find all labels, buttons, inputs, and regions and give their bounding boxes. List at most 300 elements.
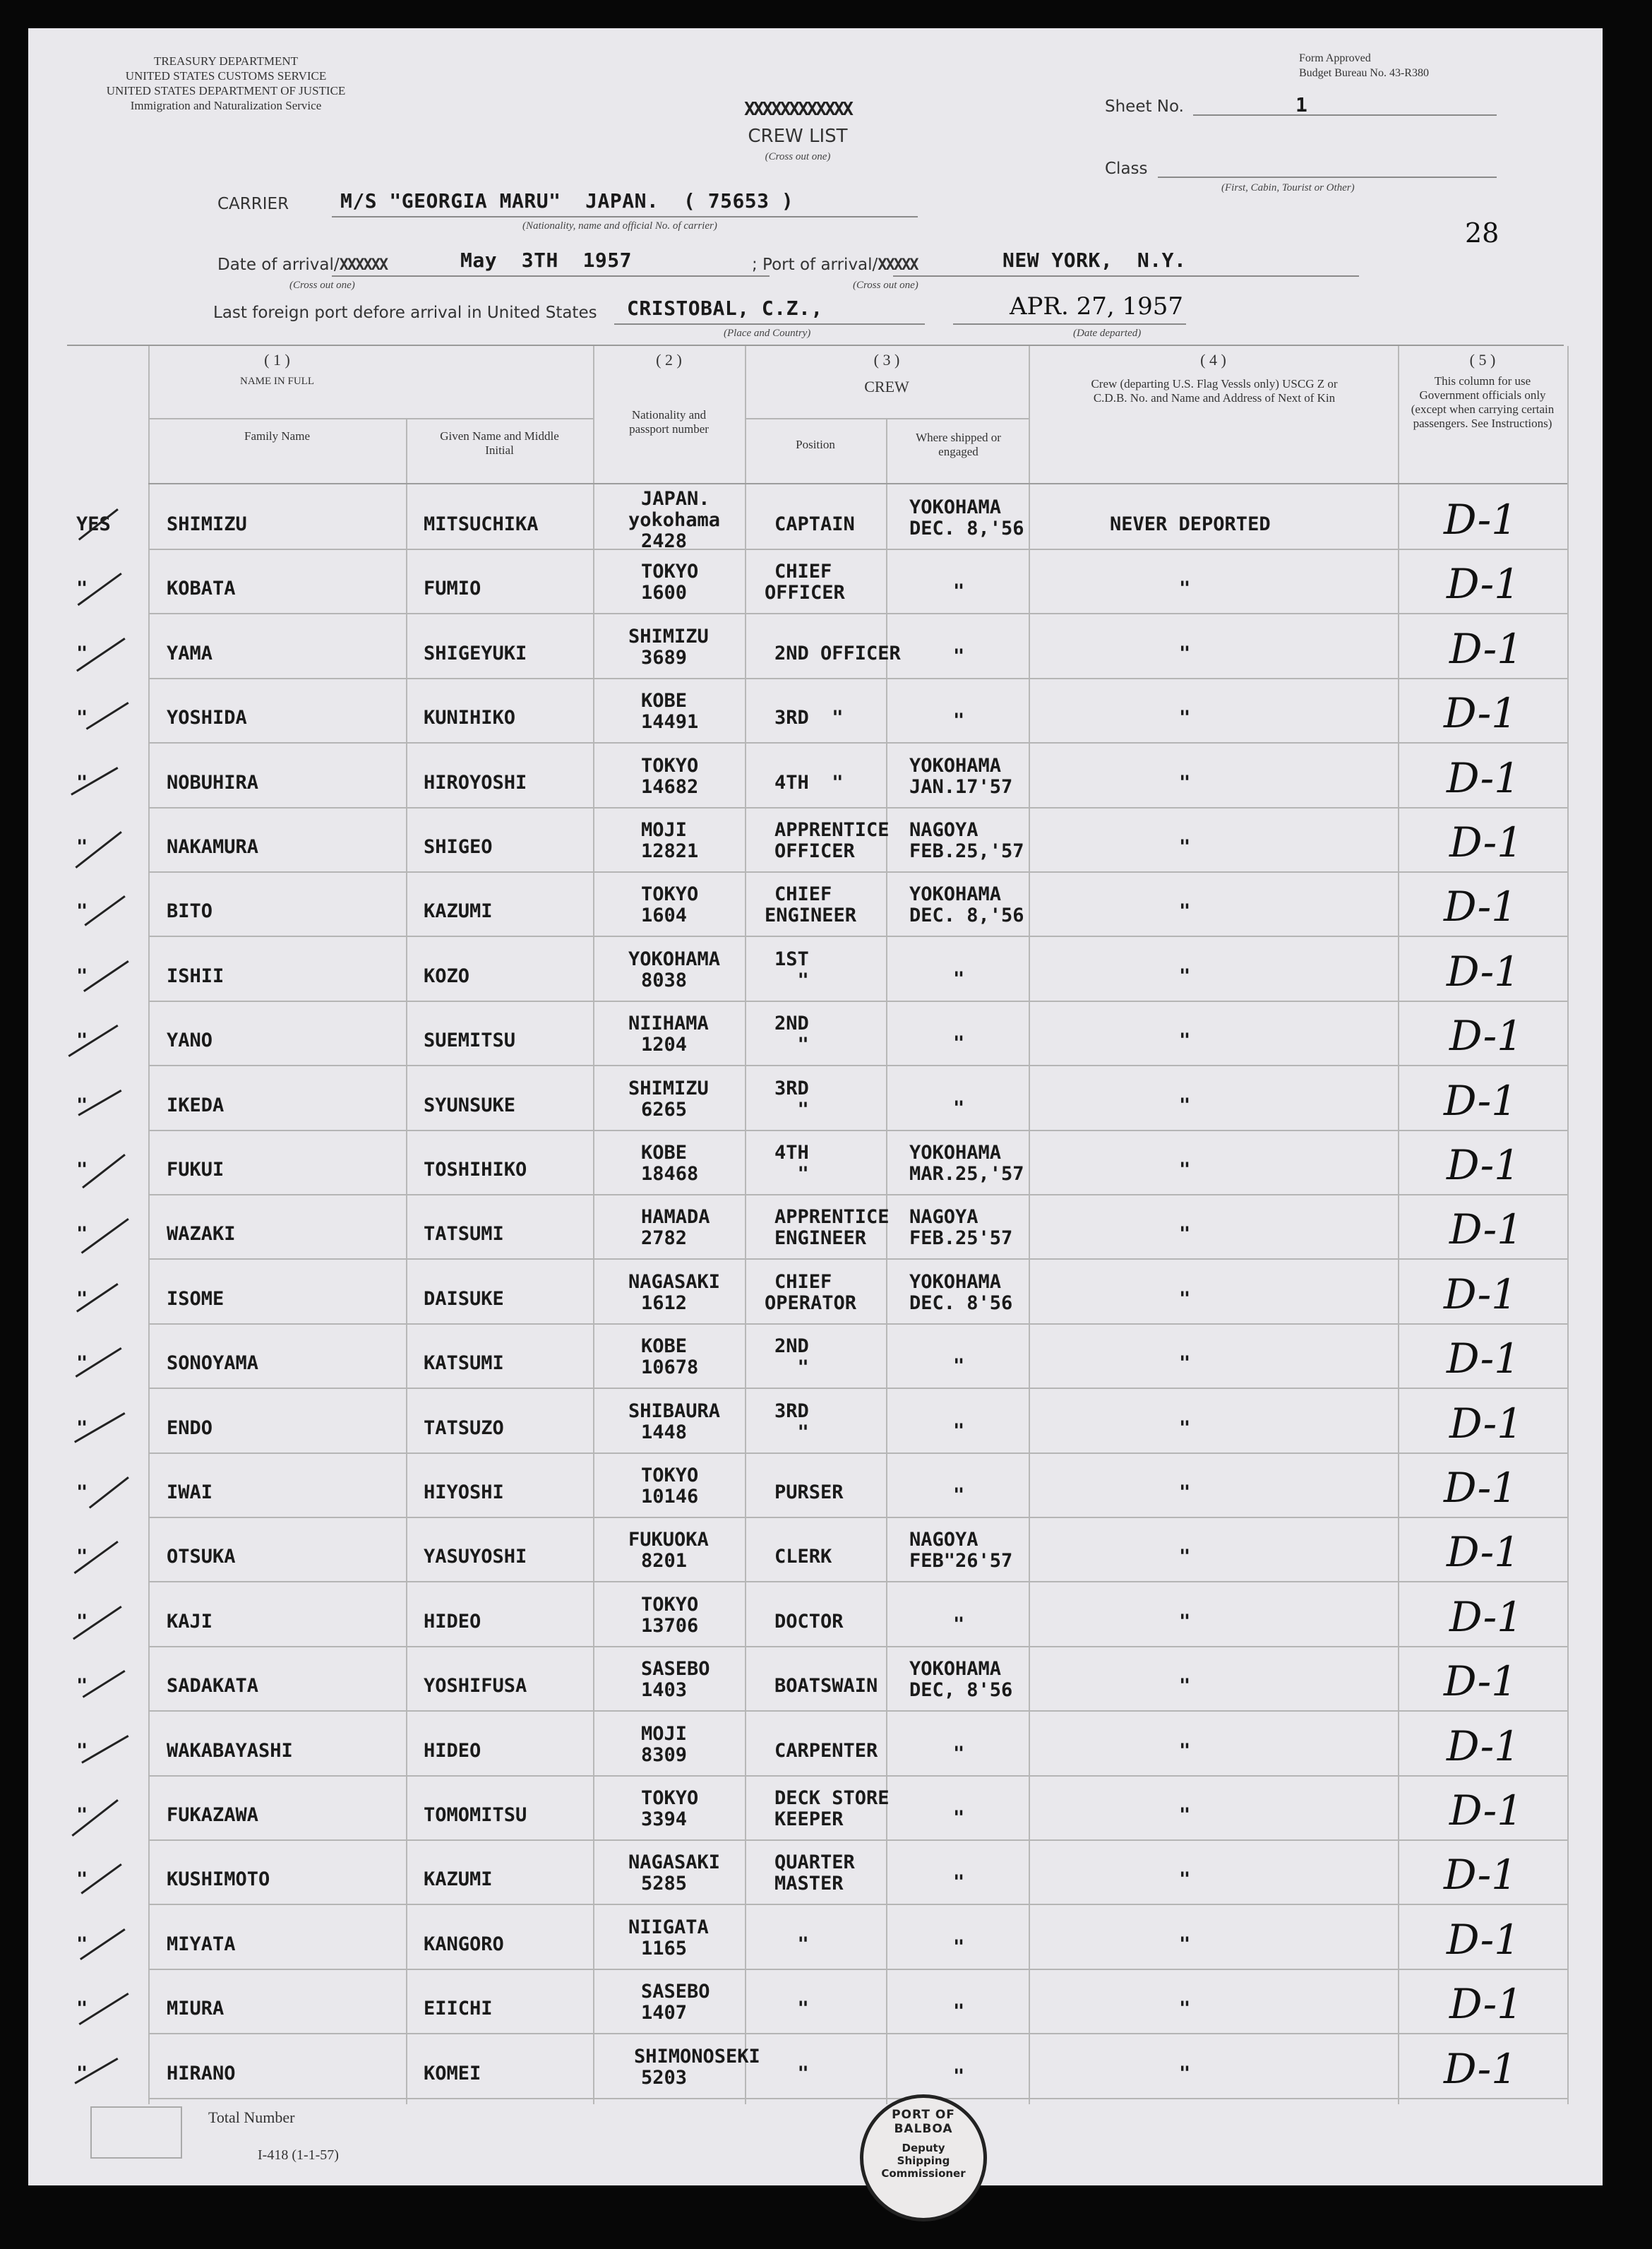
given-name: FUMIO xyxy=(424,578,481,599)
family-name: KAJI xyxy=(167,1611,213,1633)
shipped-line: JAN.17'57 xyxy=(909,776,1013,798)
nationality-line: 12821 xyxy=(641,840,699,862)
given-name: HIROYOSHI xyxy=(424,772,527,794)
row-rule xyxy=(1398,613,1567,614)
shipped-ditto: " xyxy=(953,1420,965,1442)
shipped-ditto: " xyxy=(953,2065,965,2087)
position-line: CLERK xyxy=(774,1546,832,1568)
nationality-line: JAPAN. xyxy=(641,488,710,510)
table-row xyxy=(28,1067,1603,1131)
family-name: IWAI xyxy=(167,1481,213,1503)
position-line: APPRENTICE xyxy=(774,819,890,841)
nationality-line: 1407 xyxy=(641,2002,688,2024)
shipped-line: DEC. 8,'56 xyxy=(909,518,1024,539)
family-name: ISOME xyxy=(167,1288,225,1310)
total-number-label: Total Number xyxy=(208,2108,295,2126)
shipped-ditto: " xyxy=(953,645,965,667)
row-rule xyxy=(593,1710,745,1712)
row-rule xyxy=(1398,1065,1567,1066)
nationality-line: TOKYO xyxy=(641,561,699,583)
budget-bureau-text: Budget Bureau No. 43-R380 xyxy=(1299,67,1429,79)
row-rule xyxy=(593,1065,745,1066)
table-row xyxy=(28,550,1603,614)
left-marker: " xyxy=(76,1481,88,1503)
date-underline xyxy=(332,275,770,277)
next-of-kin: " xyxy=(1179,1094,1191,1116)
given-name: DAISUKE xyxy=(424,1288,504,1310)
given-name: HIYOSHI xyxy=(424,1481,504,1503)
left-marker: " xyxy=(76,1223,88,1245)
left-marker: " xyxy=(76,900,88,922)
last-port-value: CRISTOBAL, C.Z., xyxy=(627,297,823,320)
official-mark: D-1 xyxy=(1449,818,1524,866)
given-name: TOMOMITSU xyxy=(424,1804,527,1826)
official-mark: D-1 xyxy=(1444,883,1518,931)
table-row xyxy=(28,873,1603,937)
row-rule xyxy=(1029,613,1398,614)
row-rule xyxy=(593,2033,745,2034)
row-rule xyxy=(1029,1710,1398,1712)
shipped-line: YOKOHAMA xyxy=(909,883,1002,905)
family-name: HIRANO xyxy=(167,2063,236,2084)
next-of-kin: " xyxy=(1179,1159,1191,1181)
next-of-kin: " xyxy=(1179,643,1191,664)
position-line: CHIEF xyxy=(774,883,832,905)
position-line: " xyxy=(774,1099,809,1121)
shipped-header: Where shipped or engaged xyxy=(916,431,1001,458)
left-marker: " xyxy=(76,836,88,858)
shipped-line: NAGOYA xyxy=(909,819,978,841)
nationality-line: 6265 xyxy=(641,1099,688,1121)
position-line: OFFICER xyxy=(765,582,845,604)
left-marker: " xyxy=(76,578,88,599)
shipped-ditto: " xyxy=(953,1097,965,1119)
family-name: YANO xyxy=(167,1030,213,1051)
left-marker: " xyxy=(76,1288,88,1310)
row-rule xyxy=(1029,936,1398,937)
official-mark: D-1 xyxy=(1444,1270,1518,1318)
departed-hint: (Date departed) xyxy=(1073,328,1142,339)
family-name: WAKABAYASHI xyxy=(167,1740,293,1762)
given-name: TOSHIHIKO xyxy=(424,1159,527,1181)
row-rule xyxy=(593,1388,745,1389)
left-marker: " xyxy=(76,965,88,987)
nationality-line: 1600 xyxy=(641,582,688,604)
family-name: IKEDA xyxy=(167,1094,225,1116)
family-name: FUKAZAWA xyxy=(167,1804,259,1826)
shipped-ditto: " xyxy=(953,1032,965,1054)
given-name: KATSUMI xyxy=(424,1352,504,1374)
next-of-kin: " xyxy=(1179,1030,1191,1051)
table-row xyxy=(28,1195,1603,1260)
family-name: SHIMIZU xyxy=(167,513,247,535)
position-line: 3RD xyxy=(774,1078,809,1099)
shipped-line: NAGOYA xyxy=(909,1529,978,1551)
header-sub-rule xyxy=(148,418,593,419)
next-of-kin: NEVER DEPORTED xyxy=(1110,513,1271,535)
left-marker: " xyxy=(76,1352,88,1374)
position-line: 3RD xyxy=(774,1400,809,1422)
list-title: CREW LIST xyxy=(748,126,848,147)
given-name: TATSUZO xyxy=(424,1417,504,1439)
next-of-kin: " xyxy=(1179,1933,1191,1955)
shipped-line: NAGOYA xyxy=(909,1206,978,1228)
row-rule xyxy=(406,1388,593,1389)
left-marker: " xyxy=(76,1159,88,1181)
row-rule xyxy=(148,2033,406,2034)
position-line: " xyxy=(774,1356,809,1378)
carrier-value: M/S "GEORGIA MARU" JAPAN. ( 75653 ) xyxy=(340,189,794,213)
row-rule xyxy=(1398,2033,1567,2034)
nationality-line: MOJI xyxy=(641,819,688,841)
row-rule xyxy=(1029,1258,1398,1260)
shipped-ditto: " xyxy=(953,710,965,732)
row-rule xyxy=(148,1258,406,1260)
position-line: " xyxy=(774,2063,809,2084)
family-name: BITO xyxy=(167,900,213,922)
shipped-ditto: " xyxy=(953,1355,965,1377)
family-name: FUKUI xyxy=(167,1159,225,1181)
official-mark: D-1 xyxy=(1449,625,1524,673)
sheet-number: 1 xyxy=(1295,93,1308,117)
position-line: CAPTAIN xyxy=(774,513,855,535)
row-rule xyxy=(745,1581,886,1582)
left-marker: " xyxy=(76,2063,88,2084)
row-rule xyxy=(148,2098,406,2099)
left-marker: " xyxy=(76,1998,88,2020)
row-rule xyxy=(148,1904,406,1905)
nationality-line: 14491 xyxy=(641,711,699,733)
given-name: HIDEO xyxy=(424,1611,481,1633)
next-of-kin: " xyxy=(1179,900,1191,922)
family-name: OTSUKA xyxy=(167,1546,236,1568)
row-rule xyxy=(745,2098,886,2099)
col1-number: ( 1 ) xyxy=(264,351,290,369)
port-underline xyxy=(893,275,1359,277)
position-line: 4TH " xyxy=(774,772,844,794)
next-of-kin: " xyxy=(1179,1804,1191,1826)
row-rule xyxy=(886,1710,1029,1712)
table-row xyxy=(28,615,1603,679)
nationality-line: SHIMIZU xyxy=(628,626,709,648)
check-mark xyxy=(82,1154,126,1188)
nationality-line: SHIMONOSEKI xyxy=(634,2046,760,2068)
position-line: MASTER xyxy=(774,1873,844,1895)
row-rule xyxy=(1029,1581,1398,1582)
table-row xyxy=(28,2035,1603,2099)
nationality-line: TOKYO xyxy=(641,1787,699,1809)
total-number-box[interactable] xyxy=(90,2106,182,2159)
official-mark: D-1 xyxy=(1444,1657,1518,1705)
departed-value: APR. 27, 1957 xyxy=(1010,292,1184,321)
row-rule xyxy=(148,1710,406,1712)
position-line: PURSER xyxy=(774,1481,844,1503)
row-rule xyxy=(1398,1258,1567,1260)
next-of-kin: " xyxy=(1179,2063,1191,2084)
row-rule xyxy=(1398,936,1567,937)
col4-number: ( 4 ) xyxy=(1200,351,1226,369)
given-name-header: Given Name and Middle Initial xyxy=(440,429,559,457)
sheet-label: Sheet No. xyxy=(1105,97,1184,116)
nationality-line: KOBE xyxy=(641,1335,688,1357)
check-mark xyxy=(83,960,129,992)
page-number: 28 xyxy=(1465,217,1500,249)
stamp-ring-text: PORT OF BALBOA xyxy=(892,2108,955,2136)
official-mark: D-1 xyxy=(1447,560,1521,608)
nationality-line: 13706 xyxy=(641,1615,699,1637)
position-line: ENGINEER xyxy=(765,905,857,926)
table-row xyxy=(28,1970,1603,2034)
row-rule xyxy=(406,742,593,744)
port-of-balboa-stamp xyxy=(860,2094,987,2221)
form-approved-text: Form Approved xyxy=(1299,52,1371,64)
nationality-line: SHIBAURA xyxy=(628,1400,721,1422)
official-mark: D-1 xyxy=(1444,496,1518,544)
row-rule xyxy=(1029,2033,1398,2034)
row-rule xyxy=(886,1065,1029,1066)
row-rule xyxy=(886,1258,1029,1260)
row-rule xyxy=(886,1388,1029,1389)
left-marker: " xyxy=(76,772,88,794)
position-line: " xyxy=(774,1163,809,1185)
nationality-line: HAMADA xyxy=(641,1206,710,1228)
next-of-kin: " xyxy=(1179,836,1191,858)
port-hint: (Cross out one) xyxy=(853,280,918,291)
row-rule xyxy=(745,936,886,937)
shipped-ditto: " xyxy=(953,1743,965,1765)
row-rule xyxy=(1029,1904,1398,1905)
table-row xyxy=(28,1906,1603,1970)
row-rule xyxy=(745,1388,886,1389)
nationality-line: 5285 xyxy=(641,1873,688,1895)
row-rule xyxy=(148,742,406,744)
agency-line: Immigration and Naturalization Service xyxy=(130,99,322,112)
port-label xyxy=(752,256,918,274)
position-line: 1ST xyxy=(774,948,809,970)
given-name: SYUNSUKE xyxy=(424,1094,516,1116)
official-use-header: This column for use Government officials only (except when carrying certain passengers. See Instructions) xyxy=(1411,374,1555,430)
left-marker: " xyxy=(76,707,88,729)
family-name: ISHII xyxy=(167,965,225,987)
nationality-line: yokohama xyxy=(628,509,721,531)
shipped-ditto: " xyxy=(953,1807,965,1829)
shipped-line: YOKOHAMA xyxy=(909,496,1002,518)
left-marker: " xyxy=(76,1094,88,1116)
row-rule xyxy=(406,1258,593,1260)
position-line: DOCTOR xyxy=(774,1611,844,1633)
nationality-line: 1448 xyxy=(641,1421,688,1443)
last-port-label: Last foreign port defore arrival in United States xyxy=(213,304,597,322)
shipped-ditto: " xyxy=(953,1484,965,1506)
nationality-line: 1204 xyxy=(641,1034,688,1056)
port-struck: XXXXX xyxy=(878,256,918,274)
next-of-kin: " xyxy=(1179,1740,1191,1762)
check-mark xyxy=(86,702,129,730)
table-row xyxy=(28,1260,1603,1325)
official-mark: D-1 xyxy=(1444,1077,1518,1125)
row-rule xyxy=(886,1904,1029,1905)
position-line: ENGINEER xyxy=(774,1227,867,1249)
position-line: 3RD " xyxy=(774,707,844,729)
shipped-ditto: " xyxy=(953,968,965,990)
row-rule xyxy=(745,613,886,614)
nationality-line: 1165 xyxy=(641,1938,688,1959)
family-name: MIYATA xyxy=(167,1933,236,1955)
table-row xyxy=(28,679,1603,744)
family-name-header: Family Name xyxy=(244,429,310,443)
next-of-kin: " xyxy=(1179,1868,1191,1890)
row-rule xyxy=(886,2033,1029,2034)
nationality-line: NIIGATA xyxy=(628,1916,709,1938)
official-mark: D-1 xyxy=(1449,1786,1524,1835)
row-rule xyxy=(148,1388,406,1389)
position-line: OPERATOR xyxy=(765,1292,857,1314)
carrier-underline xyxy=(332,216,918,217)
official-mark: D-1 xyxy=(1447,1528,1521,1576)
sheet-underline xyxy=(1193,114,1497,116)
nationality-line: 10678 xyxy=(641,1356,699,1378)
row-rule xyxy=(886,936,1029,937)
nationality-line: 1403 xyxy=(641,1679,688,1701)
row-rule xyxy=(593,936,745,937)
left-marker: " xyxy=(76,1868,88,1890)
row-rule xyxy=(406,2098,593,2099)
next-of-kin: " xyxy=(1179,1223,1191,1245)
family-name: MIURA xyxy=(167,1998,225,2020)
left-marker: " xyxy=(76,643,88,664)
nationality-line: TOKYO xyxy=(641,1464,699,1486)
given-name: YASUYOSHI xyxy=(424,1546,527,1568)
next-of-kin: " xyxy=(1179,1675,1191,1697)
nationality-line: TOKYO xyxy=(641,883,699,905)
check-mark xyxy=(84,895,125,926)
left-marker: " xyxy=(76,1740,88,1762)
cross-out-hint: (Cross out one) xyxy=(765,151,831,162)
carrier-label: CARRIER xyxy=(217,195,289,213)
official-mark: D-1 xyxy=(1449,1593,1524,1641)
row-rule xyxy=(148,1581,406,1582)
nationality-line: TOKYO xyxy=(641,755,699,777)
table-row xyxy=(28,1131,1603,1195)
shipped-line: YOKOHAMA xyxy=(909,755,1002,777)
official-mark: D-1 xyxy=(1444,689,1518,737)
position-line: 2ND xyxy=(774,1335,809,1357)
row-rule xyxy=(148,613,406,614)
list-type-struck: XXXXXXXXXXXX xyxy=(744,99,851,120)
check-mark xyxy=(89,1477,129,1508)
given-name: KAZUMI xyxy=(424,900,493,922)
position-line: APPRENTICE xyxy=(774,1206,890,1228)
position-line: CHIEF xyxy=(774,561,832,583)
shipped-line: DEC. 8'56 xyxy=(909,1292,1013,1314)
row-rule xyxy=(745,1904,886,1905)
shipped-line: FEB"26'57 xyxy=(909,1550,1013,1572)
official-mark: D-1 xyxy=(1447,948,1521,996)
given-name: TATSUMI xyxy=(424,1223,504,1245)
agency-line: UNITED STATES CUSTOMS SERVICE xyxy=(125,69,327,83)
row-rule xyxy=(148,1065,406,1066)
nationality-line: MOJI xyxy=(641,1723,688,1745)
table-row xyxy=(28,1518,1603,1582)
row-rule xyxy=(593,742,745,744)
official-mark: D-1 xyxy=(1444,2045,1518,2093)
next-of-kin: " xyxy=(1179,1352,1191,1374)
left-marker: YES xyxy=(76,513,111,535)
left-marker: " xyxy=(76,1933,88,1955)
row-rule xyxy=(406,2033,593,2034)
given-name: EIICHI xyxy=(424,1998,493,2020)
family-name: KOBATA xyxy=(167,578,236,599)
form-number: I-418 (1-1-57) xyxy=(258,2147,339,2163)
col2-number: ( 2 ) xyxy=(656,351,682,369)
row-rule xyxy=(1398,1904,1567,1905)
official-mark: D-1 xyxy=(1449,1400,1524,1448)
position-line: KEEPER xyxy=(774,1808,844,1830)
official-mark: D-1 xyxy=(1449,1012,1524,1060)
shipped-ditto: " xyxy=(953,1871,965,1893)
next-of-kin: " xyxy=(1179,1546,1191,1568)
next-of-kin-header: Crew (departing U.S. Flag Vessls only) USCG Z or C.D.B. No. and Name and Address of Next of Kin xyxy=(1091,377,1338,405)
table-row xyxy=(28,1583,1603,1647)
shipped-line: DEC. 8,'56 xyxy=(909,905,1024,926)
agency-block xyxy=(85,54,367,113)
table-top-rule xyxy=(67,345,1564,346)
date-label xyxy=(217,256,387,274)
date-label-text: Date of arrival/ xyxy=(217,256,340,274)
position-line: " xyxy=(774,1034,809,1056)
col5-number: ( 5 ) xyxy=(1469,351,1496,369)
position-line: " xyxy=(774,970,809,991)
form-approval xyxy=(1299,51,1483,80)
left-marker: " xyxy=(76,1417,88,1439)
nationality-line: 18468 xyxy=(641,1163,699,1185)
last-port-hint: (Place and Country) xyxy=(724,328,811,339)
row-rule xyxy=(593,613,745,614)
stamp-line: Shipping xyxy=(897,2154,950,2167)
position-line: " xyxy=(774,1998,809,2020)
nationality-line: NIIHAMA xyxy=(628,1013,709,1034)
row-rule xyxy=(886,742,1029,744)
next-of-kin: " xyxy=(1179,1998,1191,2020)
table-row xyxy=(28,1647,1603,1712)
port-label-text: ; Port of arrival/ xyxy=(752,256,878,274)
row-rule xyxy=(886,1581,1029,1582)
row-rule xyxy=(406,1710,593,1712)
nationality-line: KOBE xyxy=(641,1142,688,1164)
nationality-line: SHIMIZU xyxy=(628,1078,709,1099)
departed-underline xyxy=(953,323,1186,325)
stamp-line: Deputy xyxy=(902,2142,945,2154)
family-name: NAKAMURA xyxy=(167,836,259,858)
shipped-line: DEC, 8'56 xyxy=(909,1679,1013,1701)
family-name: NOBUHIRA xyxy=(167,772,259,794)
table-row xyxy=(28,938,1603,1002)
official-mark: D-1 xyxy=(1444,1464,1518,1512)
row-rule xyxy=(406,613,593,614)
row-rule xyxy=(1398,1581,1567,1582)
table-row xyxy=(28,1454,1603,1518)
table-row xyxy=(28,744,1603,809)
position-line: DECK STORE xyxy=(774,1787,890,1809)
row-rule xyxy=(745,2033,886,2034)
row-rule xyxy=(886,613,1029,614)
nationality-line: 2782 xyxy=(641,1227,688,1249)
next-of-kin: " xyxy=(1179,965,1191,987)
shipped-ditto: " xyxy=(953,1613,965,1635)
shipped-line: FEB.25,'57 xyxy=(909,840,1024,862)
row-rule xyxy=(1029,742,1398,744)
table-row xyxy=(28,486,1603,550)
